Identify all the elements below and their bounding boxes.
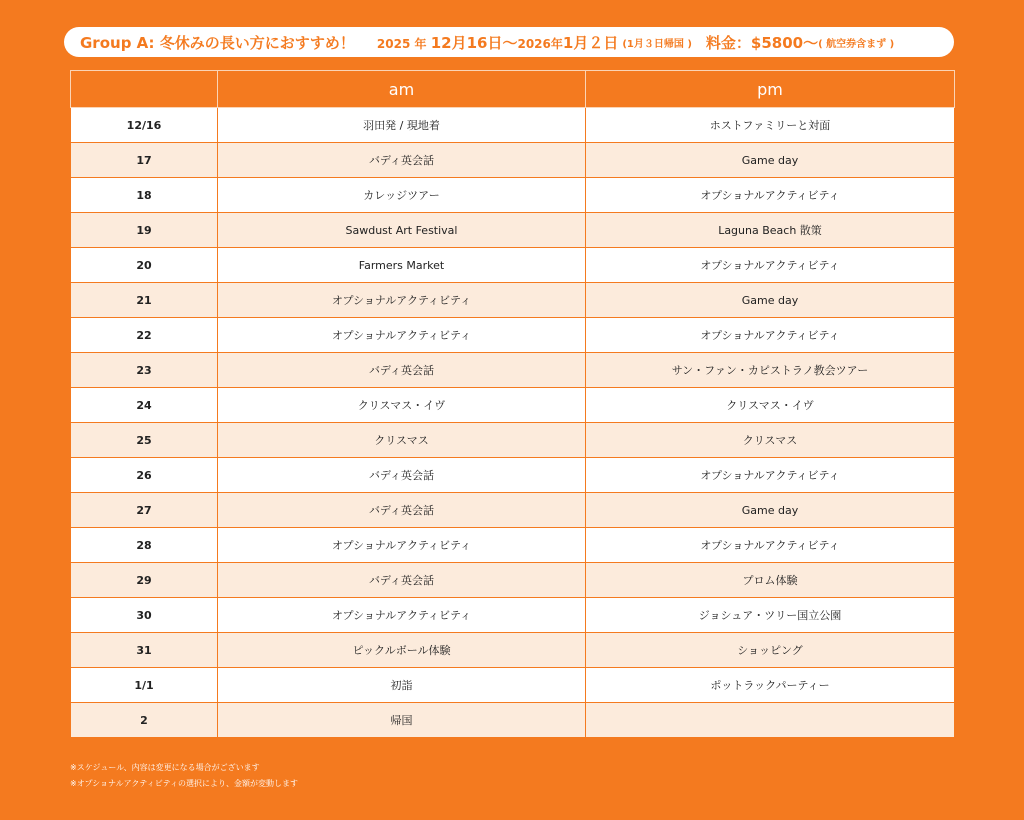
am-cell: ピックルボール体験 xyxy=(218,633,586,668)
date-cell: 22 xyxy=(71,318,218,353)
pm-cell: オプショナルアクティビティ xyxy=(586,528,955,563)
date-cell: 30 xyxy=(71,598,218,633)
table-row xyxy=(71,668,955,703)
header-am: am xyxy=(218,71,586,108)
schedule-table xyxy=(70,70,955,738)
pm-cell: オプショナルアクティビティ xyxy=(586,458,955,493)
am-cell: オプショナルアクティビティ xyxy=(218,283,586,318)
pm-cell: Game day xyxy=(586,493,955,528)
table-header-row xyxy=(71,71,955,108)
table-row xyxy=(71,318,955,353)
am-cell: バディ英会話 xyxy=(218,563,586,598)
table-row xyxy=(71,528,955,563)
price: 料金：$5800〜 xyxy=(705,33,819,52)
date-cell: 28 xyxy=(71,528,218,563)
pm-cell: Game day xyxy=(586,143,955,178)
date-cell: 18 xyxy=(71,178,218,213)
am-cell: オプショナルアクティビティ xyxy=(218,528,586,563)
pm-cell: Game day xyxy=(586,283,955,318)
am-cell: バディ英会話 xyxy=(218,493,586,528)
am-cell: Farmers Market xyxy=(218,248,586,283)
pm-cell: クリスマス・イヴ xyxy=(586,388,955,423)
pm-cell: クリスマス xyxy=(586,423,955,458)
date-cell: 31 xyxy=(71,633,218,668)
table-row xyxy=(71,563,955,598)
date-cell: 23 xyxy=(71,353,218,388)
year-suffix-1: 年 xyxy=(414,36,427,51)
date-cell: 19 xyxy=(71,213,218,248)
date-cell: 27 xyxy=(71,493,218,528)
start-date: 12月16日〜 xyxy=(430,33,518,52)
return-note: (1月３日帰国 ) xyxy=(622,38,692,50)
pm-cell: オプショナルアクティビティ xyxy=(586,318,955,353)
end-year: 2026 xyxy=(517,36,551,51)
date-range xyxy=(377,32,618,53)
table-row xyxy=(71,108,955,143)
table-row xyxy=(71,493,955,528)
footer-note-schedule: ※スケジュール、内容は変更になる場合がございます xyxy=(70,763,260,772)
pm-cell: ショッピング xyxy=(586,633,955,668)
table-row xyxy=(71,388,955,423)
date-cell: 21 xyxy=(71,283,218,318)
header-banner xyxy=(64,27,954,57)
date-cell: 29 xyxy=(71,563,218,598)
am-cell: クリスマス・イヴ xyxy=(218,388,586,423)
date-cell: 25 xyxy=(71,423,218,458)
year-suffix-2: 年 xyxy=(550,36,563,51)
pm-cell xyxy=(586,703,955,738)
end-date: 1月２日 xyxy=(562,33,619,52)
am-cell: バディ英会話 xyxy=(218,143,586,178)
pm-cell: Laguna Beach 散策 xyxy=(586,213,955,248)
pm-cell: オプショナルアクティビティ xyxy=(586,248,955,283)
pm-cell: ホストファミリーと対面 xyxy=(586,108,955,143)
am-cell: 初詣 xyxy=(218,668,586,703)
date-cell: 2 xyxy=(71,703,218,738)
am-cell: 羽田発 / 現地着 xyxy=(218,108,586,143)
header-date xyxy=(71,71,218,108)
table-row xyxy=(71,598,955,633)
table-row xyxy=(71,423,955,458)
pm-cell: ジョシュア・ツリー国立公園 xyxy=(586,598,955,633)
am-cell: バディ英会話 xyxy=(218,353,586,388)
pm-cell: プロム体験 xyxy=(586,563,955,598)
am-cell: 帰国 xyxy=(218,703,586,738)
start-year: 2025 xyxy=(376,36,411,51)
date-cell: 12/16 xyxy=(71,108,218,143)
table-row xyxy=(71,283,955,318)
date-cell: 17 xyxy=(71,143,218,178)
pm-cell: オプショナルアクティビティ xyxy=(586,178,955,213)
am-cell: オプショナルアクティビティ xyxy=(218,318,586,353)
am-cell: クリスマス xyxy=(218,423,586,458)
table-row xyxy=(71,213,955,248)
footer-note-optional: ※オプショナルアクティビティの選択により、金額が変動します xyxy=(70,779,299,788)
pm-cell: サン・ファン・カピストラノ教会ツアー xyxy=(586,353,955,388)
table-row xyxy=(71,178,955,213)
table-row xyxy=(71,353,955,388)
table-row xyxy=(71,633,955,668)
date-cell: 26 xyxy=(71,458,218,493)
pm-cell: ポットラックパーティー xyxy=(586,668,955,703)
group-title: Group A: 冬休みの長い方におすすめ！ xyxy=(80,33,355,52)
footer-notes xyxy=(70,760,298,792)
table-row xyxy=(71,703,955,738)
date-cell: 1/1 xyxy=(71,668,218,703)
am-cell: カレッジツアー xyxy=(218,178,586,213)
table-row xyxy=(71,248,955,283)
table-row xyxy=(71,458,955,493)
table-row xyxy=(71,143,955,178)
header-pm: pm xyxy=(586,71,955,108)
am-cell: バディ英会話 xyxy=(218,458,586,493)
price-note: ( 航空券含まず ) xyxy=(818,38,895,50)
am-cell: Sawdust Art Festival xyxy=(218,213,586,248)
date-cell: 20 xyxy=(71,248,218,283)
am-cell: オプショナルアクティビティ xyxy=(218,598,586,633)
date-cell: 24 xyxy=(71,388,218,423)
